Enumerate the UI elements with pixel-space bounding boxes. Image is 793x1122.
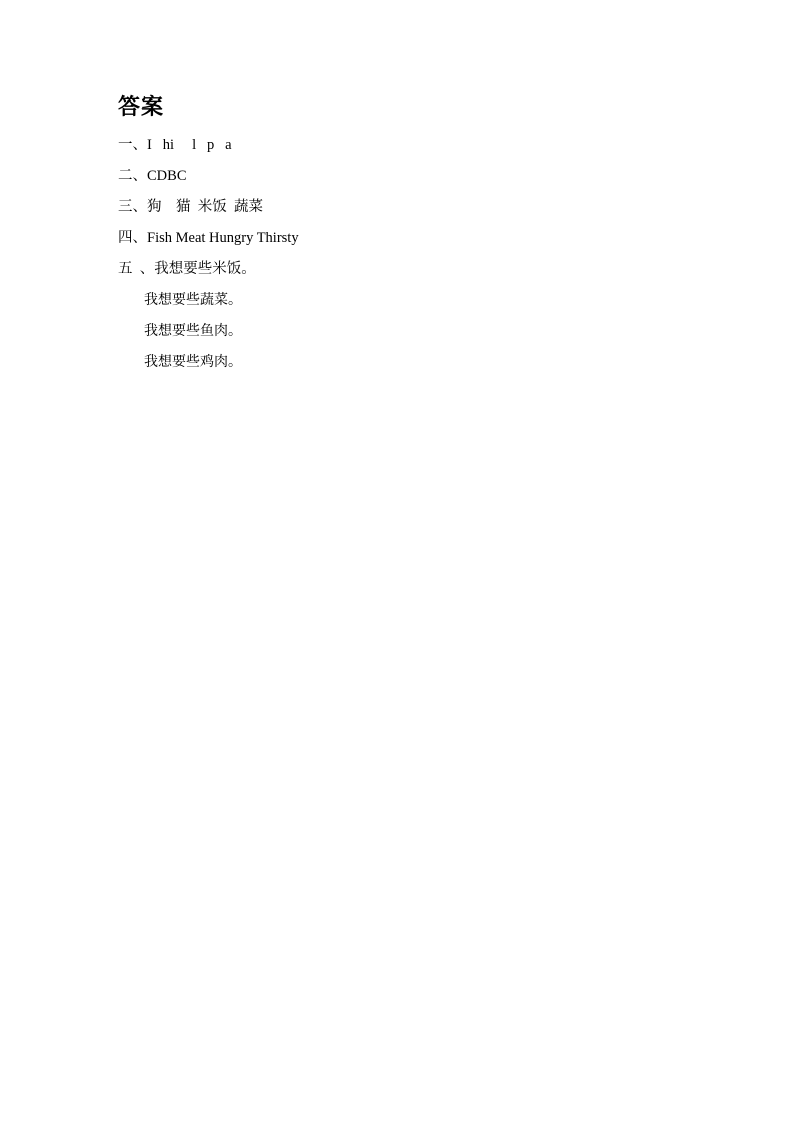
answer-subline-2: 我想要些鱼肉。 xyxy=(144,324,242,339)
answer-subline-1: 我想要些蔬菜。 xyxy=(144,293,242,308)
answer-number-5: 五 、 xyxy=(118,261,155,277)
answer-line-3 xyxy=(118,192,678,223)
answer-number-1: 一、 xyxy=(118,137,147,153)
answer-line-4 xyxy=(118,223,678,254)
answer-subline-3: 我想要些鸡肉。 xyxy=(144,355,242,370)
answer-text-2: CDBC xyxy=(147,168,187,184)
answer-text-1: I hi l p a xyxy=(147,137,232,153)
answer-text-4: Fish Meat Hungry Thirsty xyxy=(147,230,299,246)
answer-number-2: 二、 xyxy=(118,168,147,184)
answer-line-1 xyxy=(118,130,678,161)
document-content xyxy=(118,92,678,378)
page-title: 答案 xyxy=(118,94,165,119)
answer-number-4: 四、 xyxy=(118,230,147,246)
answer-number-3: 三、 xyxy=(118,199,147,215)
answer-line-2 xyxy=(118,161,678,192)
answer-text-5: 我想要些米饭。 xyxy=(154,261,256,277)
answer-line-5 xyxy=(118,254,678,285)
answer-text-3: 狗 猫 米饭 蔬菜 xyxy=(147,199,263,215)
